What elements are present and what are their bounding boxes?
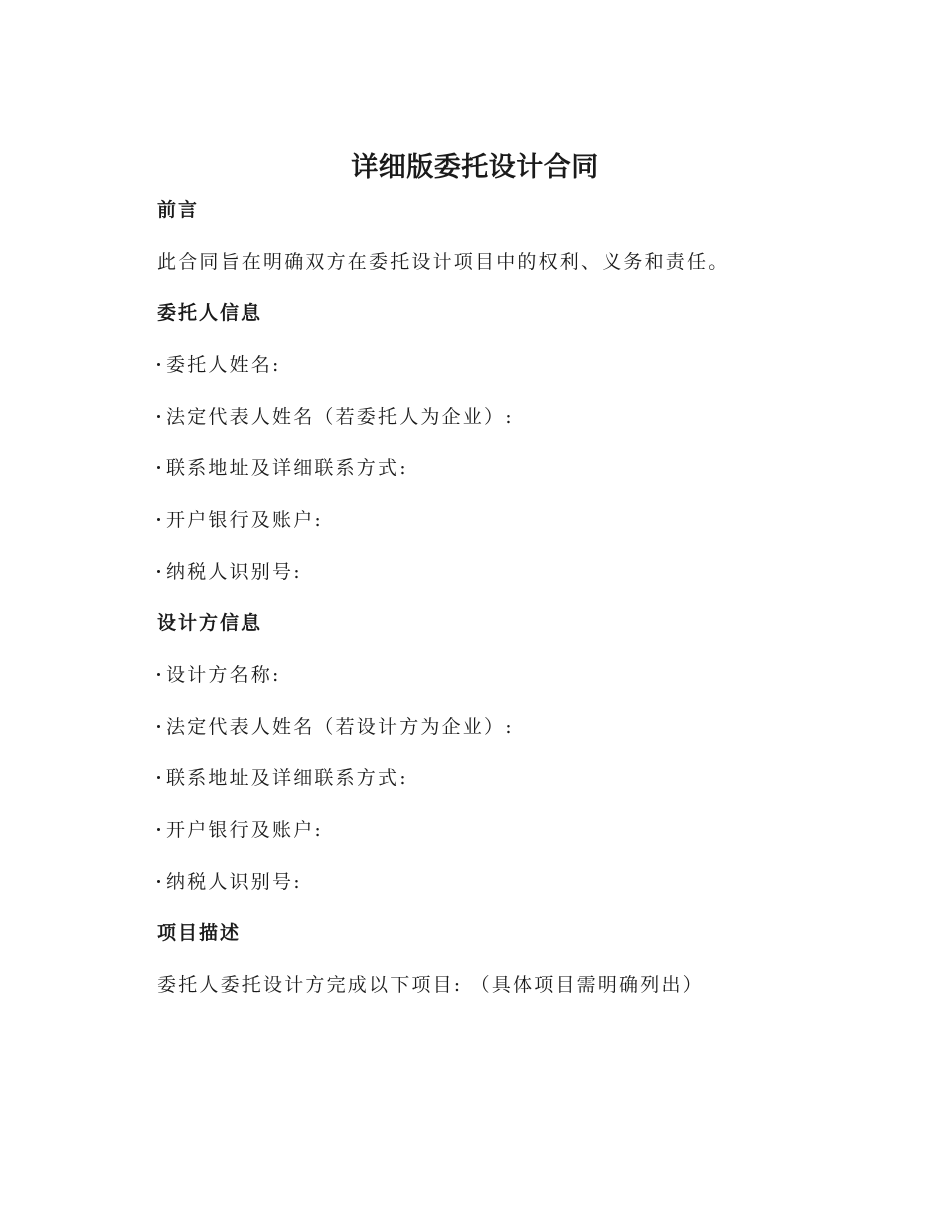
designer-tax-id-label: 纳税人识别号: (166, 871, 302, 893)
section-heading-client-info: 委托人信息 (157, 302, 263, 324)
client-tax-id-label: 纳税人识别号: (166, 561, 302, 583)
designer-info-item (157, 713, 514, 741)
designer-name-label: 设计方名称: (166, 664, 281, 686)
designer-bank-label: 开户银行及账户: (166, 819, 324, 841)
designer-contact-label: 联系地址及详细联系方式: (166, 767, 408, 789)
bullet-icon (157, 725, 160, 728)
client-bank-label: 开户银行及账户: (166, 509, 324, 531)
bullet-icon (157, 466, 160, 469)
designer-info-item (157, 661, 281, 689)
bullet-icon (157, 828, 160, 831)
client-info-item (157, 558, 302, 586)
client-legal-rep-label: 法定代表人姓名（若委托人为企业）: (166, 406, 514, 428)
client-name-label: 委托人姓名: (166, 354, 281, 376)
bullet-icon (157, 776, 160, 779)
client-info-item (157, 403, 514, 431)
client-contact-label: 联系地址及详细联系方式: (166, 457, 408, 479)
preface-text: 此合同旨在明确双方在委托设计项目中的权利、义务和责任。 (157, 251, 730, 273)
bullet-icon (157, 518, 160, 521)
project-description-text: 委托人委托设计方完成以下项目: （具体项目需明确列出） (157, 974, 704, 996)
bullet-icon (157, 880, 160, 883)
bullet-icon (157, 570, 160, 573)
designer-legal-rep-label: 法定代表人姓名（若设计方为企业）: (166, 716, 514, 738)
designer-info-item (157, 868, 302, 896)
bullet-icon (157, 673, 160, 676)
designer-info-item (157, 764, 408, 792)
bullet-icon (157, 415, 160, 418)
designer-info-item (157, 816, 323, 844)
section-heading-project: 项目描述 (157, 922, 242, 944)
document-title: 详细版委托设计合同 (351, 152, 599, 183)
section-heading-preface: 前言 (157, 199, 200, 221)
client-info-item (157, 454, 408, 482)
bullet-icon (157, 363, 160, 366)
section-heading-designer-info: 设计方信息 (157, 612, 263, 634)
client-info-item (157, 351, 281, 379)
client-info-item (157, 506, 323, 534)
